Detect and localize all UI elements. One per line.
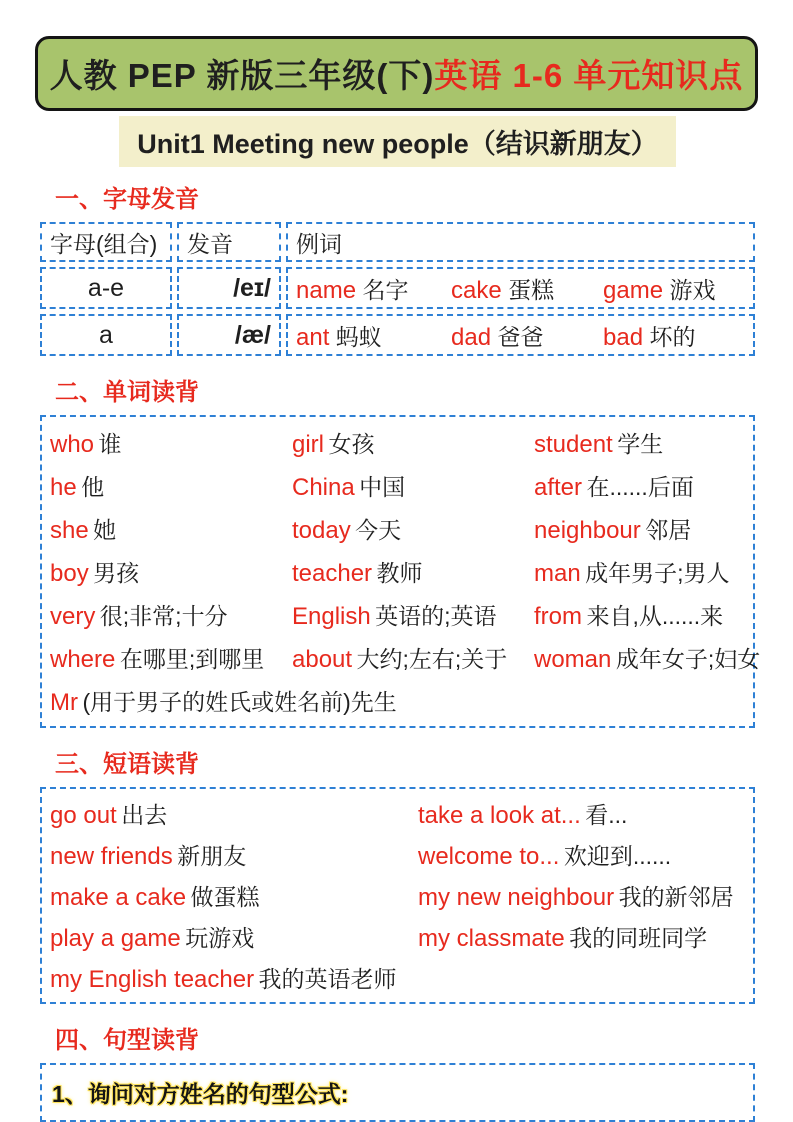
example-en: ant [296,323,330,351]
word-en: neighbour [534,517,641,544]
word-zh: 来自,从......来 [586,603,724,629]
phrase-en: my classmate [418,925,565,952]
word-zh: 教师 [376,560,423,586]
word-en: from [534,603,582,630]
word-zh: 英语的;英语 [375,603,497,629]
phrase-en: my English teacher [50,966,255,993]
word-pair [418,797,745,830]
word-zh: 谁 [98,431,122,457]
phonics-letters-cell: a [40,314,172,356]
word-pair [418,879,745,912]
word-en: she [50,517,89,544]
title-black-text: 人教 PEP 新版三年级(下) [49,57,435,94]
word-zh: 他 [81,474,105,500]
word-pair [50,598,292,631]
word-zh: 在......后面 [586,474,694,500]
word-en: student [534,431,613,458]
document-title-banner [35,36,758,111]
word-row [50,593,745,636]
patterns-box [40,1063,755,1122]
word-row [50,464,745,507]
phrase-zh: 玩游戏 [185,925,255,951]
word-pair [50,555,292,588]
word-en: who [50,431,95,458]
word-row [50,507,745,550]
phrase-zh: 欢迎到...... [563,843,672,869]
example-en: cake [451,276,502,304]
phonics-sound-cell: /æ/ [177,314,281,356]
word-zh: 成年女子;妇女 [615,646,761,672]
phrase-en: make a cake [50,884,187,911]
phrase-zh: 出去 [121,802,168,828]
word-pair [534,512,745,545]
word-pair [603,319,745,352]
phonics-header-examples: 例词 [286,222,755,262]
phrase-zh: 做蛋糕 [190,884,260,910]
word-en: he [50,474,77,501]
word-en: China [292,474,355,501]
phrase-row [50,793,745,834]
word-pair [534,641,760,674]
word-row [50,550,745,593]
word-pair [50,426,292,459]
word-zh: 在哪里;到哪里 [119,646,265,672]
word-zh: 女孩 [328,431,375,457]
phrase-zh: 我的同班同学 [569,925,708,951]
section-2-heading: 二、单词读背 [55,379,199,406]
phrase-row [50,916,745,957]
unit-subtitle: Unit1 Meeting new people（结识新朋友） [119,116,676,167]
phrase-row [50,957,745,998]
phonics-examples-cell [286,314,755,356]
example-zh: 坏的 [649,323,696,350]
example-zh: 爸爸 [497,323,544,350]
word-en: after [534,474,583,501]
phrase-en: my new neighbour [418,884,615,911]
word-pair [292,641,534,674]
words-box [40,415,761,728]
unit-subtitle-row [40,116,755,167]
word-pair [50,920,418,953]
phrase-row [50,875,745,916]
word-en: where [50,646,116,673]
word-en: English [292,603,371,630]
word-pair [50,797,418,830]
example-en: dad [451,323,492,351]
word-pair [451,272,603,305]
word-pair [292,555,534,588]
example-en: bad [603,323,644,351]
phonics-letters-cell: a-e [40,267,172,309]
phonics-examples-cell [286,267,755,309]
word-pair [50,838,418,871]
section-4-heading: 四、句型读背 [55,1027,199,1054]
section-1-heading: 一、字母发音 [55,186,199,213]
word-pair [534,469,745,502]
example-zh: 蚂蚁 [335,323,382,350]
phonics-header-letters: 字母(组合) [40,222,172,262]
word-pair [296,272,451,305]
phonics-table [40,222,755,356]
word-pair [50,469,292,502]
word-zh: 大约;左右;关于 [356,646,508,672]
word-pair [50,641,292,674]
section-3-heading: 三、短语读背 [55,751,199,778]
word-en: Mr [50,689,78,716]
word-pair [603,272,745,305]
word-zh: 学生 [617,431,664,457]
word-en: boy [50,560,89,587]
phrase-en: play a game [50,925,181,952]
word-en: man [534,560,581,587]
word-pair [534,555,745,588]
phonics-sound-cell: /eɪ/ [177,267,281,309]
phrase-row [50,834,745,875]
word-en: about [292,646,353,673]
phrase-en: go out [50,802,117,829]
word-pair [451,319,603,352]
word-zh: 很;非常;十分 [99,603,228,629]
example-zh: 名字 [362,276,409,303]
phrase-zh: 我的新邻居 [618,884,734,910]
example-en: name [296,276,357,304]
word-en: woman [534,646,612,673]
example-en: game [603,276,664,304]
phrase-zh: 看... [585,802,628,828]
phrase-en: new friends [50,843,173,870]
word-pair [50,961,745,994]
phonics-header-sound: 发音 [177,222,281,262]
phrase-zh: 我的英语老师 [258,966,397,992]
word-pair [50,684,745,717]
phrases-box [40,787,755,1004]
word-row [50,636,761,679]
phrase-en: take a look at... [418,802,581,829]
word-en: teacher [292,560,373,587]
phrase-en: welcome to... [418,843,560,870]
word-zh: (用于男子的姓氏或姓名前)先生 [82,689,397,715]
word-zh: 今天 [355,517,402,543]
word-pair [296,319,451,352]
word-en: very [50,603,96,630]
word-zh: 成年男子;男人 [585,560,730,586]
word-en: girl [292,431,325,458]
word-pair [292,598,534,631]
word-pair [292,512,534,545]
word-row [50,679,745,722]
word-zh: 中国 [359,474,406,500]
word-pair [418,838,745,871]
word-zh: 她 [93,517,117,543]
example-zh: 蛋糕 [508,276,555,303]
word-en: today [292,517,351,544]
word-row [50,421,745,464]
pattern-item-1: 1、询问对方姓名的句型公式: [52,1081,349,1107]
phrase-zh: 新朋友 [177,843,247,869]
word-pair [534,598,745,631]
word-pair [292,469,534,502]
word-zh: 男孩 [93,560,140,586]
word-zh: 邻居 [645,517,692,543]
word-pair [534,426,745,459]
title-red-text: 英语 1-6 单元知识点 [434,57,744,94]
word-pair [418,920,745,953]
word-pair [292,426,534,459]
word-pair [50,512,292,545]
example-zh: 游戏 [669,276,716,303]
word-pair [50,879,418,912]
